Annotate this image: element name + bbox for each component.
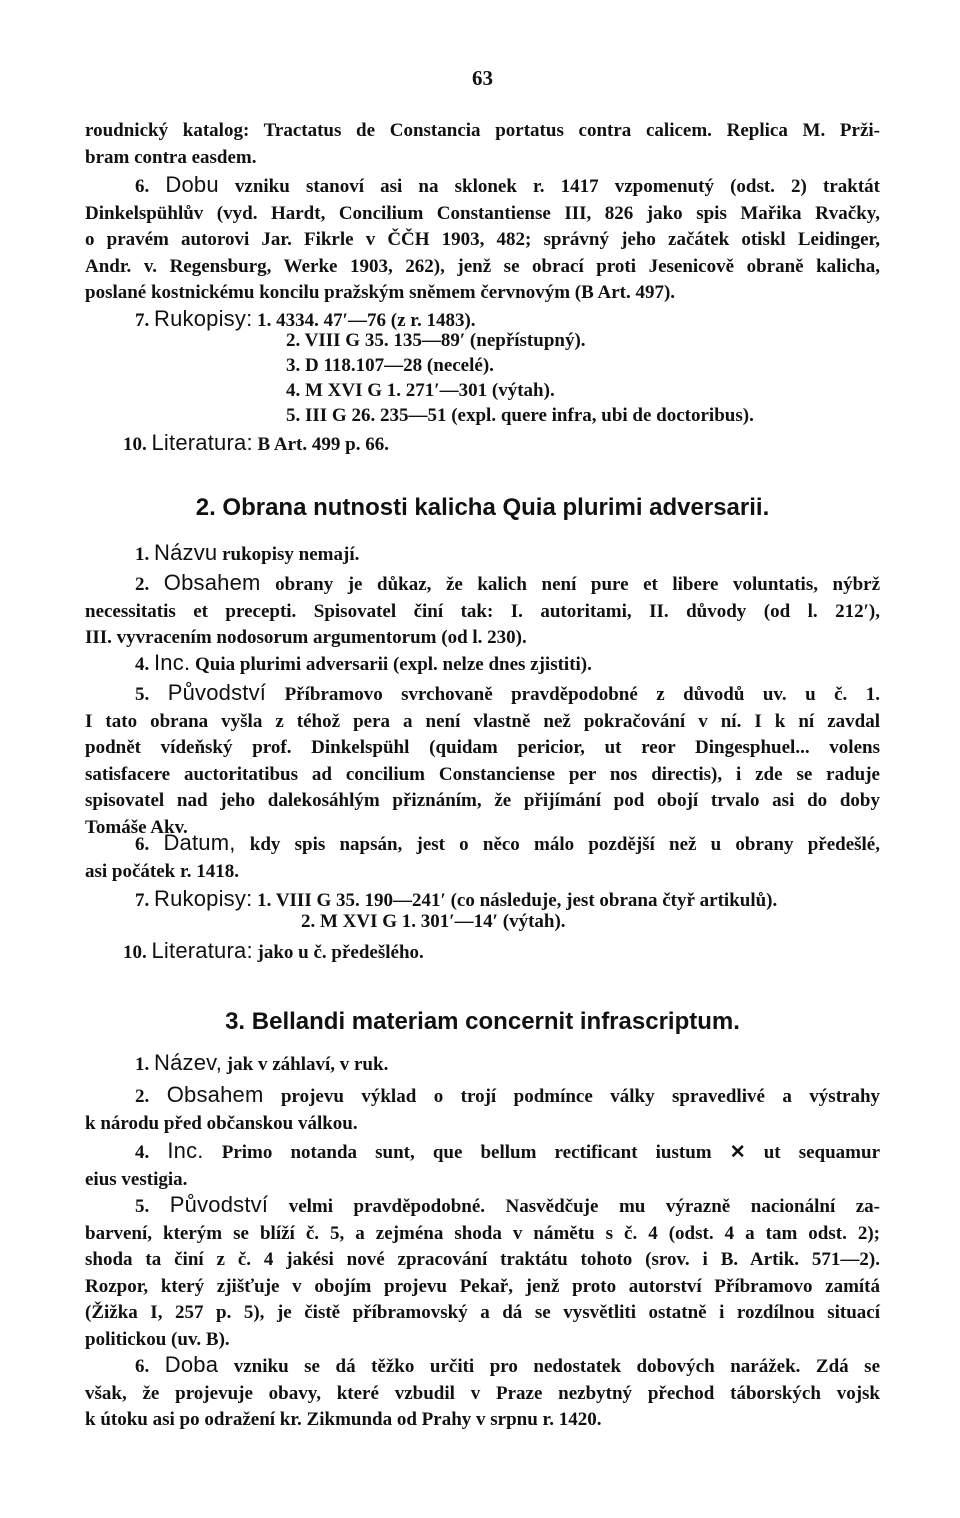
item-keyword: Rukopisy: (154, 886, 253, 911)
item-number: 2. (135, 1086, 150, 1107)
document-page (85, 0, 880, 1518)
section-heading: 2. Obrana nutnosti kalicha Quia plurimi adversarii. (195, 494, 770, 521)
paragraph-line: podnět vídeňský prof. Dinkelspühl (quidam pericior, ut reor Dingesphuel... volens (85, 737, 880, 758)
paragraph-line: Andr. v. Regensburg, Werke 1903, 262), jenž se obrací proti Jesenicově obraně kalicha, (85, 255, 880, 277)
literature-text: jako u č. předešlého. (257, 942, 424, 963)
item-keyword: Obsahem (163, 570, 261, 595)
sec2-puvodstvi (85, 680, 880, 841)
item-number: 6. (135, 834, 150, 855)
paragraph-text: vzniku se dá těžko určiti pro nedostatek dobových narážek. Zdá se (233, 1356, 881, 1377)
sec1-literatura (123, 430, 389, 456)
manuscript-entry: 5. III G 26. 235—51 (expl. quere infra, ubi de doctoribus). (286, 405, 754, 426)
item-keyword: Inc. (167, 1138, 204, 1163)
paragraph-line: spisovatel nad jeho dalekosáhlým přiznáním, že přijímání pod obojí trvalo asi do doby (85, 790, 880, 811)
paragraph-line: k národu před občanskou válkou. (85, 1112, 358, 1134)
paragraph-text: projevu výklad o trojí podmínce války spravedlivé a výstrahy (280, 1086, 881, 1107)
manuscript-entry: 2. VIII G 35. 135—89′ (nepřístupný). (286, 330, 586, 351)
paragraph-line: poslané kostnickému koncilu pražským sněmem červnovým (B Art. 497). (85, 282, 676, 303)
manuscript-entry: 3. D 118.107—28 (necelé). (286, 355, 494, 376)
item-number: 4. (135, 654, 150, 675)
item-number: 2. (135, 574, 150, 595)
sec1-dobu (85, 172, 880, 307)
item-keyword: Literatura: (151, 430, 253, 455)
paragraph-line: však, že projevuje obavy, které vzbudil v Praze nezbytný přechod táborských vojsk (85, 1382, 880, 1404)
item-keyword: Názvu (154, 540, 218, 565)
paragraph-text: jak v záhlaví, v ruk. (226, 1054, 389, 1075)
paragraph-line (85, 570, 880, 599)
paragraph-line (85, 1192, 880, 1221)
paragraph-text: Příbramovo svrchovaně pravděpodobné z důvodů uv. u č. 1. (284, 684, 880, 705)
item-number: 5. (135, 684, 150, 705)
paragraph-text: vzniku stanoví asi na sklonek r. 1417 vzpomenutý (odst. 2) traktát (234, 176, 880, 197)
item-number: 7. (135, 310, 150, 331)
paragraph-line: o pravém autorovi Jar. Fikrle v ČČH 1903, 482; správný jeho začátek otiskl Leidinger, (85, 229, 880, 250)
sec1-rukopisy (135, 306, 476, 332)
paragraph-line: I tato obrana vyšla z téhož pera a není vlastně než pokračování v ní. I k ní zavdal (85, 710, 880, 732)
paragraph-line: bram contra easdem. (85, 146, 257, 168)
section-heading: 3. Bellandi materiam concernit infrascriptum. (225, 1008, 740, 1035)
paragraph-line: Dinkelspühlův (vyd. Hardt, Concilium Constantiense III, 826 jako spis Mařika Rvačky, (85, 202, 880, 224)
sec2-literatura (123, 938, 424, 964)
item-number: 10. (123, 942, 147, 963)
item-keyword: Dobu (165, 172, 219, 197)
item-number: 6. (135, 176, 150, 197)
manuscript-entry: 4. M XVI G 1. 271′—301 (výtah). (286, 380, 555, 401)
item-number: 6. (135, 1356, 150, 1377)
paragraph-line: Tomáše Akv. (85, 816, 188, 838)
item-keyword: Rukopisy: (154, 306, 253, 331)
item-keyword: Datum, (163, 830, 236, 855)
paragraph-line: Rozpor, který zjišťuje v obojím projevu Pekař, jenž proto autorství Příbramovo zamítá (85, 1275, 880, 1297)
paragraph-line: necessitatis et precepti. Spisovatel činí tak: I. autoritami, II. důvody (od l. 212′), (85, 600, 880, 622)
item-number: 4. (135, 1142, 150, 1163)
item-keyword: Doba (164, 1352, 219, 1377)
sec3-inc (85, 1138, 880, 1193)
sec1-intro (85, 118, 880, 171)
sec2-obsahem (85, 570, 880, 652)
paragraph-line: eius vestigia. (85, 1168, 188, 1190)
item-keyword: Původství (169, 1192, 269, 1217)
paragraph-line: (Žižka I, 257 p. 5), je čistě příbramovský a dá se vysvětliti ostatně i rozdílnou situací (85, 1302, 880, 1323)
sec3-puvodstvi (85, 1192, 880, 1353)
item-number: 7. (135, 890, 150, 911)
item-number: 5. (135, 1196, 150, 1217)
sec2-rukopisy (135, 886, 777, 912)
paragraph-text: kdy spis napsán, jest o něco málo pozdější než u obrany předešlé, (249, 834, 880, 855)
paragraph-text: rukopisy nemají. (222, 544, 360, 565)
paragraph-text: Primo notanda sunt, que bellum rectificant iustum ✕ ut sequamur (221, 1142, 881, 1163)
paragraph-line: asi počátek r. 1418. (85, 860, 239, 882)
paragraph-line: satisfacere auctoritatibus ad concilium Constanciense per nos directis), i zde se raduje (85, 763, 880, 785)
item-number: 10. (123, 434, 147, 455)
paragraph-text: obrany je důkaz, že kalich není pure et libere voluntatis, nýbrž (275, 574, 881, 595)
item-keyword: Inc. (154, 650, 191, 675)
sec3-doba (85, 1352, 880, 1434)
paragraph-line: k útoku asi po odražení kr. Zikmunda od Prahy v srpnu r. 1420. (85, 1409, 602, 1430)
sec2-nazvu (135, 540, 359, 566)
paragraph-line: roudnický katalog: Tractatus de Constancia portatus contra calicem. Replica M. Prži- (85, 120, 880, 141)
paragraph-line (85, 1138, 880, 1167)
manuscript-entry: 2. M XVI G 1. 301′—14′ (výtah). (301, 911, 566, 932)
item-keyword: Literatura: (151, 938, 253, 963)
item-number: 1. (135, 544, 150, 565)
item-number: 1. (135, 1054, 150, 1075)
paragraph-line (85, 830, 880, 859)
literature-text: B Art. 499 p. 66. (257, 434, 389, 455)
paragraph-line: shoda ta činí z č. 4 jakési nové zpracování traktátu tohoto (srov. i B. Artik. 571—2). (85, 1249, 880, 1270)
item-keyword: Obsahem (166, 1082, 264, 1107)
manuscript-entry: 1. VIII G 35. 190—241′ (co následuje, jest obrana čtyř artikulů). (257, 890, 778, 911)
paragraph-text: velmi pravděpodobné. Nasvědčuje mu výrazně nacionální za- (288, 1196, 881, 1217)
paragraph-line (85, 680, 880, 709)
paragraph-line: barvení, kterým se blíží č. 5, a zejména shoda v námětu s č. 4 (odst. 4 a tam odst. 2); (85, 1222, 880, 1244)
item-keyword: Původství (167, 680, 267, 705)
sec3-nazev (135, 1050, 388, 1076)
paragraph-line (85, 172, 880, 201)
sec2-datum (85, 830, 880, 885)
paragraph-line: III. vyvracením nodosorum argumentorum (od l. 230). (85, 627, 527, 648)
sec3-obsahem (85, 1082, 880, 1137)
sec2-inc (135, 650, 592, 676)
item-keyword: Název, (154, 1050, 223, 1075)
page-number: 63 (472, 66, 493, 90)
paragraph-line (85, 1082, 880, 1111)
paragraph-line (85, 1352, 880, 1381)
manuscript-entry: 1. 4334. 47′—76 (z r. 1483). (257, 310, 476, 331)
paragraph-text: Quia plurimi adversarii (expl. nelze dnes zjistiti). (195, 654, 592, 675)
paragraph-line: politickou (uv. B). (85, 1328, 230, 1350)
